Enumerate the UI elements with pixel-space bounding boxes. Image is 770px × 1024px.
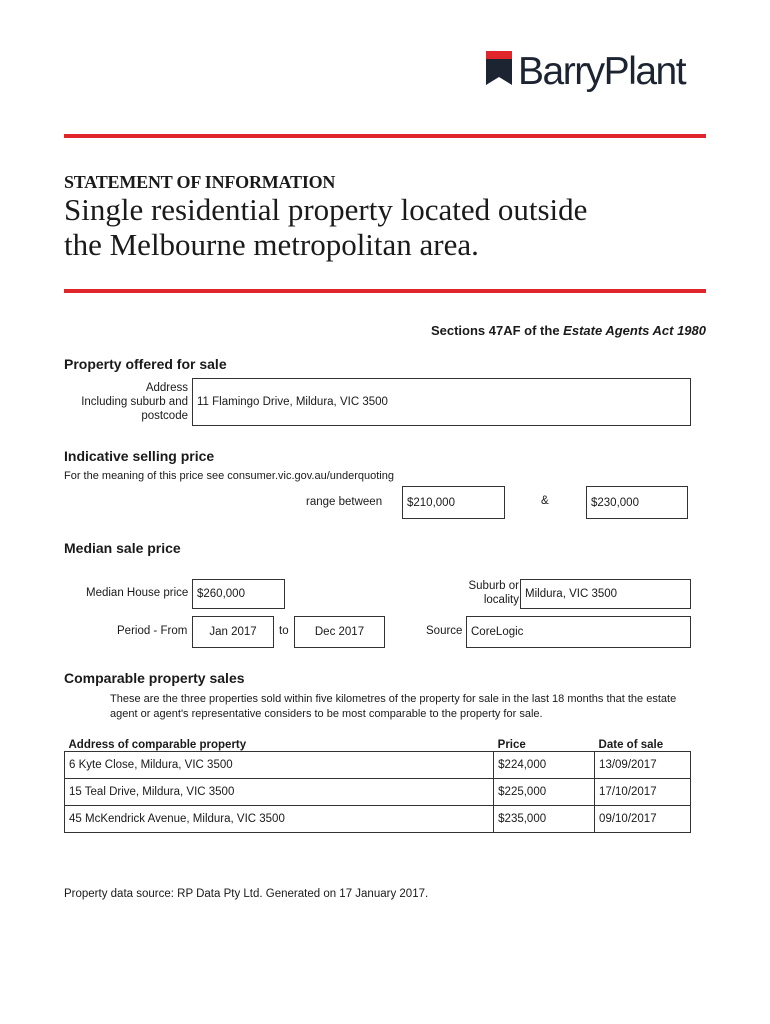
range-and: & <box>541 495 549 507</box>
comparable-table <box>64 731 691 833</box>
source-field[interactable]: CoreLogic <box>466 616 691 648</box>
price-low-field[interactable]: $210,000 <box>402 486 505 519</box>
period-to-field[interactable]: Dec 2017 <box>294 616 385 648</box>
suburb-label-line-1: Suburb or <box>468 580 519 592</box>
row-price[interactable]: $235,000 <box>494 806 595 833</box>
flag-icon <box>486 51 512 85</box>
property-heading: Property offered for sale <box>64 356 227 372</box>
row-address[interactable]: 45 McKendrick Avenue, Mildura, VIC 3500 <box>65 806 494 833</box>
suburb-field[interactable]: Mildura, VIC 3500 <box>520 579 691 609</box>
indicative-note: For the meaning of this price see consumer.vic.gov.au/underquoting <box>64 470 394 482</box>
address-field[interactable]: 11 Flamingo Drive, Mildura, VIC 3500 <box>192 378 691 426</box>
row-price[interactable]: $225,000 <box>494 779 595 806</box>
data-source-note: Property data source: RP Data Pty Ltd. Generated on 17 January 2017. <box>64 888 429 900</box>
period-label: Period - From <box>117 625 188 637</box>
median-heading: Median sale price <box>64 540 181 556</box>
indicative-heading: Indicative selling price <box>64 448 215 464</box>
suburb-label-line-2: locality <box>483 594 519 606</box>
bottom-red-rule <box>64 289 706 293</box>
act-name: Estate Agents Act 1980 <box>563 323 706 338</box>
document-title <box>64 192 704 262</box>
top-red-rule <box>64 134 706 138</box>
row-price[interactable]: $224,000 <box>494 752 595 779</box>
title-line-2: the Melbourne metropolitan area. <box>64 227 479 262</box>
median-house-label: Median House price <box>86 587 189 599</box>
table-row <box>65 752 691 779</box>
row-address[interactable]: 15 Teal Drive, Mildura, VIC 3500 <box>65 779 494 806</box>
document-label: STATEMENT OF INFORMATION <box>64 172 336 192</box>
row-date[interactable]: 09/10/2017 <box>595 806 691 833</box>
comparable-description: These are the three properties sold within five kilometres of the property for sale in the last 18 months that the estate agent or agent's representative considers to be most comparable to the property for sale. <box>110 693 677 720</box>
source-label: Source <box>426 625 463 637</box>
table-row <box>65 806 691 833</box>
logo-wordmark: BarryPlant <box>518 50 686 93</box>
period-to-label: to <box>279 625 289 637</box>
row-date[interactable]: 17/10/2017 <box>595 779 691 806</box>
sections-reference <box>431 323 706 338</box>
period-from-field[interactable]: Jan 2017 <box>192 616 274 648</box>
address-label <box>81 381 188 423</box>
title-line-1: Single residential property located outside <box>64 192 588 227</box>
address-label-line-1: Address <box>145 382 188 394</box>
address-label-line-2: Including suburb and <box>81 396 188 408</box>
address-label-line-3: postcode <box>141 410 188 422</box>
barry-plant-logo <box>486 48 708 100</box>
row-date[interactable]: 13/09/2017 <box>595 752 691 779</box>
column-address: Address of comparable property <box>68 739 247 751</box>
table-row <box>65 779 691 806</box>
comparable-heading: Comparable property sales <box>64 670 245 686</box>
column-price: Price <box>497 739 526 751</box>
column-date: Date of sale <box>598 739 664 751</box>
sections-prefix: Sections 47AF of the <box>430 323 564 338</box>
median-house-price-field[interactable]: $260,000 <box>192 579 285 609</box>
row-address[interactable]: 6 Kyte Close, Mildura, VIC 3500 <box>65 752 494 779</box>
suburb-label <box>468 579 519 607</box>
range-label: range between <box>306 496 383 508</box>
price-high-field[interactable]: $230,000 <box>586 486 688 519</box>
